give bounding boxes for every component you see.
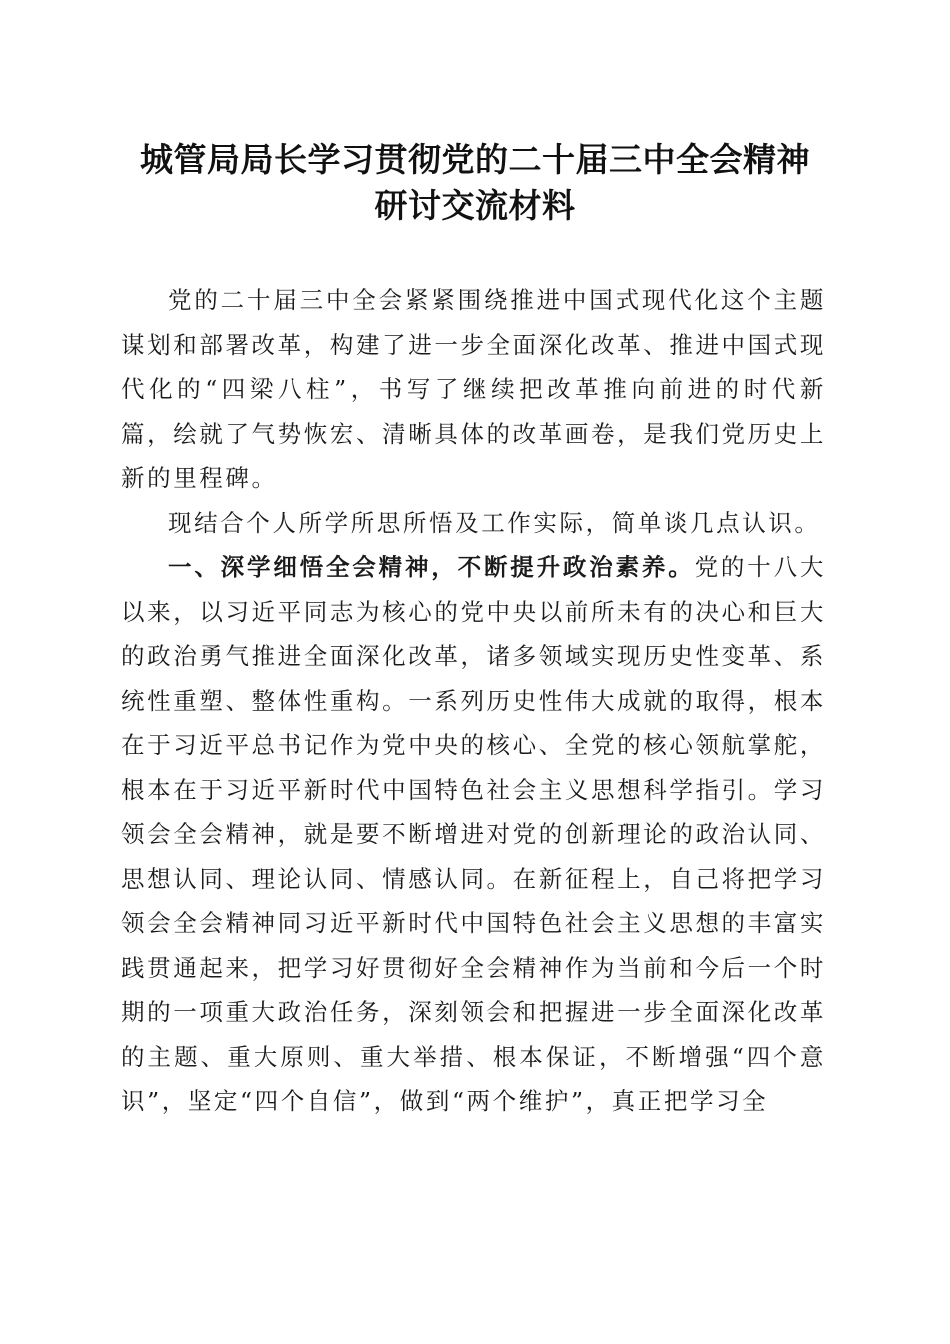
- paragraph-intro: 党的二十届三中全会紧紧围绕推进中国式现代化这个主题谋划和部署改革，构建了进一步全面深化改革、推进中国式现代化的“四梁八柱”，书写了继续把改革推向前进的时代新篇，绘就了气势恢宏、清晰具体的改革画卷，是我们党历史上新的里程碑。: [121, 286, 826, 492]
- section-one-heading: 一、深学细悟全会精神，不断提升政治素养。: [168, 553, 695, 581]
- document-title-line-1: 城管局局长学习贯彻党的二十届三中全会精神: [140, 140, 810, 179]
- section-one-body: 党的十八大以来，以习近平同志为核心的党中央以前所未有的决心和巨大的政治勇气推进全面深化改革，诸多领域实现历史性变革、系统性重塑、整体性重构。一系列历史性伟大成就的取得，根本在于习近平总书记作为党中央的核心、全党的核心领航掌舵，根本在于习近平新时代中国特色社会主义思想科学指引。学习领会全会精神，就是要不断增进对党的创新理论的政治认同、思想认同、理论认同、情感认同。在新征程上，自己将把学习领会全会精神同习近平新时代中国特色社会主义思想的丰富实践贯通起来，把学习好贯彻好全会精神作为当前和今后一个时期的一项重大政治任务，深刻领会和把握进一步全面深化改革的主题、重大原则、重大举措、根本保证，不断增强“四个意识”，坚定“四个自信”，做到“两个维护”，真正把学习全: [121, 553, 827, 1115]
- document-title-line-2: 研讨交流材料: [374, 186, 576, 225]
- paragraph-section-one: [121, 545, 826, 1124]
- paragraph-overview: 现结合个人所学所思所悟及工作实际，简单谈几点认识。: [168, 508, 821, 537]
- document-body: [121, 278, 826, 1124]
